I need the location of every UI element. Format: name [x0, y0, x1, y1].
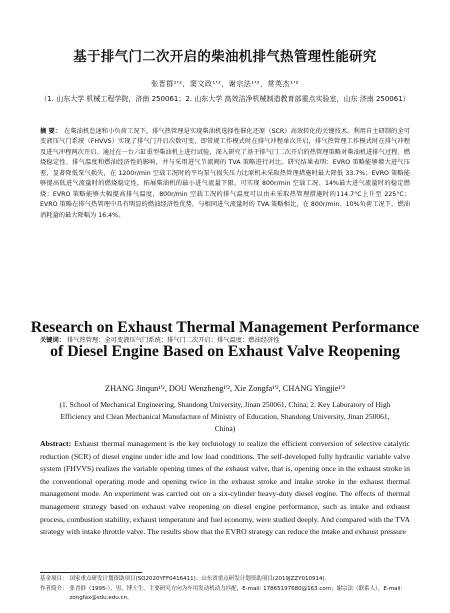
abstract-cn-label: 摘 要： — [40, 128, 62, 135]
authors-cn: 张晋群¹'²，窦文政¹'²，谢宗法¹'²，常英杰¹'² — [151, 79, 299, 88]
abstract-en — [40, 438, 410, 539]
footnote-author-bio-label: 作者简介： — [40, 585, 68, 592]
footnote-funding-text: 国家重点研发计划资助项目(SQ2020YFF0416411)；山东省重点研发计划资助项目(2019JZZY010914). — [69, 576, 327, 582]
abstract-en-text: Exhaust thermal management is the key technology to realize the efficient conversion of selective catalytic reduction (SCR) of diesel engine under idle and low load conditions. The self-developed fully hydraulic variable valve system (FHVVS) realizes the variable opening times of the exhaust valve, that is, opening once in the exhaust stroke in the conventional operating mode and opening twice in the exhaust stroke and intake stroke in the exhaust thermal management mode. An experiment was carried out on a six-cylinder heavy-duty diesel engine. The effects of thermal management strategy based on exhaust valve reopening on diesel engine performance, such as intake and exhaust process, combustion stability, exhaust temperature and fuel economy, were studied deeply. And compared with the TVA strategy with intake throttle valve. The results show that the EVRO strategy can reduce the intake and exhaust pressure — [40, 439, 410, 537]
abstract-en-label: Abstract: — [40, 439, 72, 448]
footnote-funding — [40, 575, 420, 585]
paper-title-en: Research on Exhaust Thermal Management Performance of Diesel Engine Based on Exhaust Valve Reopening — [30, 319, 420, 360]
footnote-author-bio — [40, 585, 420, 604]
affiliation-en: (1. School of Mechanical Engineering, Shandong University, Jinan 250061, China; 2. Key Laboratory of High Efficiency and Clean Mechanical Manufacture of Ministry of Education, Shandong University, Jinan 250061, China) — [59, 400, 391, 434]
footnote-funding-label: 基金项目： — [40, 576, 68, 582]
keywords-cn-text: 排气热管理；全可变液压气门系统；排气门二次开启；排气温度；燃油经济性 — [67, 337, 280, 344]
abstract-cn-text: 在柴油机怠速和小负荷工况下，排气热管理是实现柴油机选择性催化还原（SCR）高效转化的关键技术。利用自主研制的全可变液压气门系统（FHVVS）实现了排气门开启次数可变，即常规工作模式时在排气冲程单次开启，排气热管理工作模式时在排气冲程及进气冲程两次开启。通过在一台六缸重型柴油机上进行试验，深入研究了基于排气门二次开启的热管理策略对柴油机进排气过程、燃烧稳定性、排气温度和燃油经济性的影响，并与采用进气节流阀的 TVA 策略进行对比。研究结果表明：EVRO 策略能够增大进气压差，显著降低泵气损失，在 1200r/min 空载工况时的平均泵气损失压力比原机未采取热管理措施时最大降低 33.7%；EVRO 策略能够提高低进气流量时的燃烧稳定性，拓展柴油机的最小进气流量下限，可实现 800r/min 空载工况、14%最大进气流量时的稳定燃烧；EVRO 策略能够大幅提高排气温度，800r/min 空载工况的排气温度可以由未采取热管理措施时的114.7°C上升至 225°C；EVRO 策略在排气热管理中具有明显的燃油经济性优势，与相同进气流量时的 TVA 策略相比，在 800r/min、10%负荷工况下，燃油消耗量的最大降幅为 16.4%。 — [40, 128, 410, 219]
footnotes — [40, 575, 420, 604]
authors-en: ZHANG Jinqun¹'², DOU Wenzheng¹'², Xie Zongfa¹'², CHANG Yingjie¹'² — [105, 384, 345, 393]
affiliation-cn: （1. 山东大学 机械工程学院，济南 250061；2. 山东大学 高效洁净机械制造教育部重点实验室，山东 济南 250061） — [40, 95, 410, 103]
abstract-cn — [40, 127, 410, 221]
footnote-divider — [40, 572, 142, 573]
keywords-cn-label: 关键词： — [40, 337, 65, 344]
footnote-author-bio-text: 张晋群（1995-），男，博士生，主要研究方向为车用发动机动力匹配，E-mail: 17865197680@163.com；谢宗法（联系人），E-mail: zongfax@sdu.edu.cn。 — [69, 585, 403, 601]
paper-title-cn: 基于排气门二次开启的柴油机排气热管理性能研究 — [73, 50, 377, 65]
